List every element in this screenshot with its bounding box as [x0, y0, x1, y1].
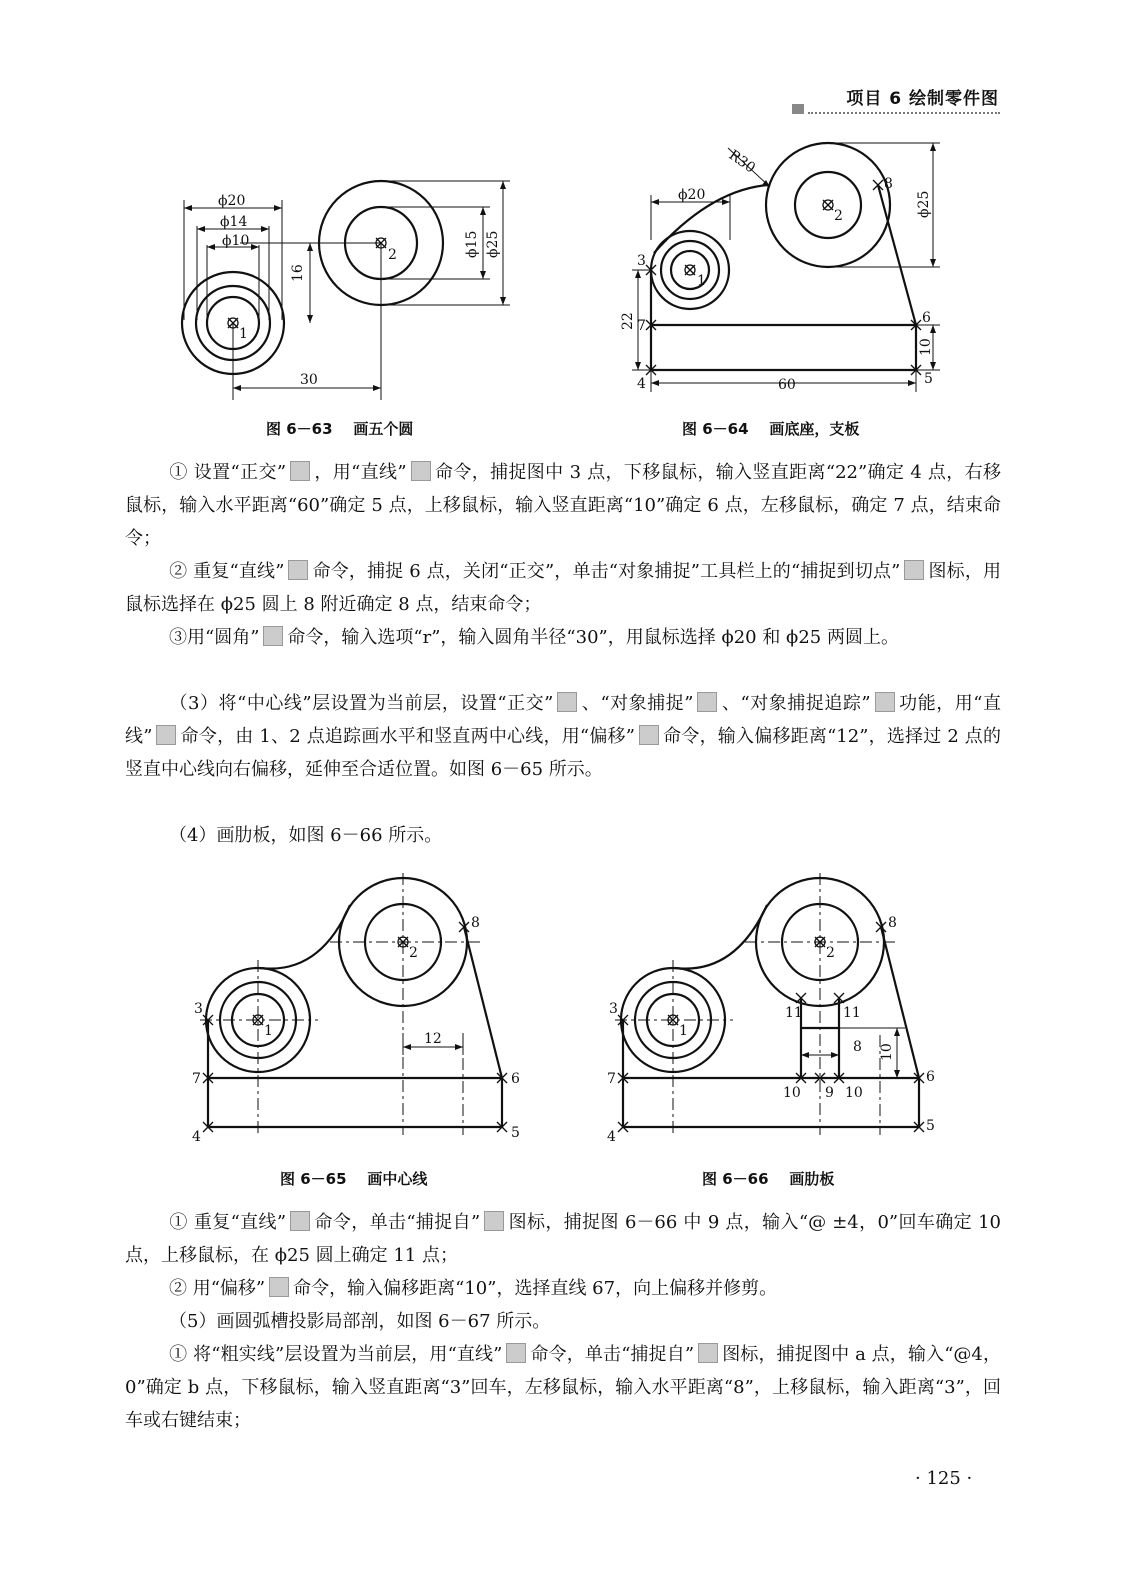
osnap-icon	[697, 692, 717, 712]
label-p2: 2	[826, 945, 835, 961]
label-d14: ϕ14	[220, 214, 248, 230]
page-header	[0, 0, 1127, 130]
label-p11a: 11	[785, 1005, 803, 1021]
line-icon	[288, 560, 308, 580]
label-p1: 1	[239, 326, 248, 342]
label-p7: 7	[607, 1071, 616, 1087]
label-h12: 12	[424, 1031, 442, 1047]
label-p8: 8	[884, 176, 893, 192]
label-p5: 5	[924, 371, 933, 387]
label-p4: 4	[607, 1129, 616, 1145]
label-h60: 60	[778, 377, 796, 393]
snap-from-icon	[484, 1211, 504, 1231]
label-h30: 30	[300, 372, 318, 388]
label-p3: 3	[609, 1001, 618, 1017]
label-p5: 5	[511, 1125, 520, 1141]
label-p6: 6	[511, 1071, 520, 1087]
label-p5: 5	[926, 1118, 935, 1134]
label-p10a: 10	[783, 1085, 801, 1101]
paragraph-step-1: ① 设置“正交” ，用“直线” 命令，捕捉图中 3 点，下移鼠标，输入竖直距离“22”确定 4 点，右移鼠标，输入水平距离“60”确定 5 点，上移鼠标，输入竖直距离“10”确定 6 点，左移鼠标，确定 7 点，结束命令；	[125, 462, 1001, 549]
label-p7: 7	[192, 1071, 201, 1087]
label-p2: 2	[409, 945, 418, 961]
otrack-icon	[875, 692, 895, 712]
label-r30: R30	[725, 147, 759, 177]
label-d25: ϕ25	[916, 190, 932, 218]
label-d15: ϕ15	[464, 230, 480, 258]
label-d20: ϕ20	[218, 193, 246, 209]
label-p3: 3	[637, 253, 646, 269]
figure-6-64	[620, 130, 950, 395]
ortho-icon	[290, 461, 310, 481]
paragraph-arc-step-1: ① 将“粗实线”层设置为当前层，用“直线” 命令，单击“捕捉自” 图标，捕捉图中 a 点，输入“@4，0”确定 b 点，下移鼠标，输入竖直距离“3”回车，左移鼠标，输入水平距离“8”，上移鼠标，输入距离“3”，回车或右键结束；	[125, 1344, 1002, 1431]
label-v10: 10	[879, 1043, 895, 1061]
label-p3: 3	[194, 1001, 203, 1017]
line-icon	[290, 1211, 310, 1231]
page-number: · 125 ·	[915, 1468, 973, 1489]
label-p8: 8	[471, 915, 480, 931]
label-p2: 2	[388, 247, 397, 263]
caption-6-63: 图 6－63 画五个圆	[266, 420, 414, 438]
header-rule	[792, 104, 1000, 112]
label-h8: 8	[853, 1039, 862, 1055]
offset-icon	[269, 1277, 289, 1297]
paragraph-rib-step-1: ① 重复“直线” 命令，单击“捕捉自” 图标，捕捉图 6－66 中 9 点，输入“@ ±4，0”回车确定 10 点，上移鼠标，在 ϕ25 圆上确定 11 点；	[125, 1212, 1001, 1266]
paragraph-arc-slot: （5）画圆弧槽投影局部剖，如图 6－67 所示。	[169, 1311, 551, 1332]
figure-6-65	[190, 865, 530, 1150]
label-d10: ϕ10	[222, 233, 250, 249]
caption-6-64: 图 6－64 画底座，支板	[682, 420, 860, 438]
figure-6-66	[605, 865, 945, 1150]
figure-6-63	[160, 160, 540, 410]
label-p1: 1	[264, 1023, 273, 1039]
caption-6-65: 图 6－65 画中心线	[280, 1170, 428, 1188]
paragraph-step-2: ② 重复“直线” 命令，捕捉 6 点，关闭“正交”，单击“对象捕捉”工具栏上的“捕捉到切点” 图标，用鼠标选择在 ϕ25 圆上 8 附近确定 8 点，结束命令；	[125, 561, 1001, 615]
line-icon	[411, 461, 431, 481]
label-v22: 22	[620, 312, 636, 330]
label-v16: 16	[290, 264, 306, 282]
paragraph-step-3: ③用“圆角” 命令，输入选项“r”，输入圆角半径“30”，用鼠标选择 ϕ20 和 ϕ25 两圆上。	[169, 627, 899, 648]
label-p10b: 10	[845, 1085, 863, 1101]
label-p6: 6	[926, 1069, 935, 1085]
label-p9: 9	[825, 1085, 834, 1101]
ortho-icon	[557, 692, 577, 712]
fillet-icon	[263, 626, 283, 646]
label-v10: 10	[918, 338, 934, 356]
line-icon	[506, 1343, 526, 1363]
label-p4: 4	[192, 1129, 201, 1145]
tangent-snap-icon	[904, 560, 924, 580]
label-p11b: 11	[843, 1005, 861, 1021]
label-p1: 1	[697, 273, 706, 289]
label-d20: ϕ20	[678, 187, 706, 203]
snap-from-icon	[698, 1343, 718, 1363]
paragraph-step-centerline: （3）将“中心线”层设置为当前层，设置“正交” 、“对象捕捉” 、“对象捕捉追踪” 功能，用“直线” 命令，由 1、2 点追踪画水平和竖直两中心线，用“偏移” 命令，输入偏移距离“12”，选择过 2 点的竖直中心线向右偏移，延伸至合适位置。如图 6－65 所示。	[125, 693, 1002, 780]
label-p4: 4	[637, 376, 646, 392]
label-p7: 7	[637, 318, 646, 334]
label-p1: 1	[679, 1023, 688, 1039]
header-title: 项目 6 绘制零件图	[846, 89, 999, 109]
offset-icon	[639, 725, 659, 745]
label-d25: ϕ25	[485, 230, 501, 258]
paragraph-rib-step-2: ② 用“偏移” 命令，输入偏移距离“10”，选择直线 67，向上偏移并修剪。	[169, 1278, 778, 1299]
paragraph-step-rib: （4）画肋板，如图 6－66 所示。	[169, 825, 443, 846]
label-p2: 2	[834, 208, 843, 224]
line-icon	[156, 725, 176, 745]
label-p8: 8	[888, 915, 897, 931]
caption-6-66: 图 6－66 画肋板	[702, 1170, 835, 1188]
label-p6: 6	[922, 310, 931, 326]
